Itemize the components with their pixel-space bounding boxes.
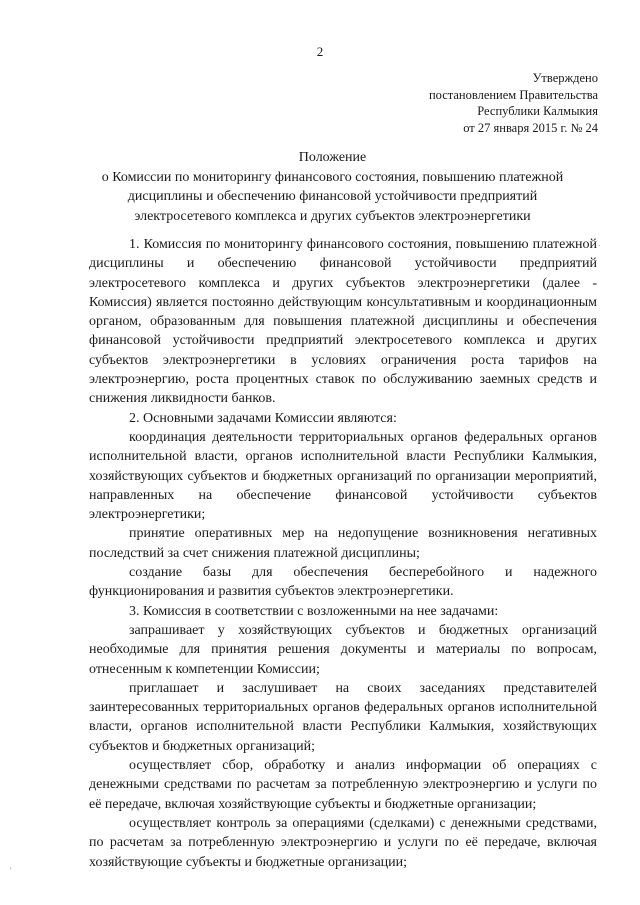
paragraph-2: 2. Основными задачами Комиссии являются: [129,410,397,426]
title-line-1: о Комиссии по мониторингу финансового состояния, повышению платежной [101,169,564,185]
scan-mark: . [598,238,601,248]
title-line-3: электросетевого комплекса и других субъектов электроэнергетики [134,208,531,224]
approval-stamp [429,70,598,136]
paragraph-10: осуществляет контроль за операциями (сделками) с денежными средствами, по расчетам за потребленную электроэнергию и услуги по её передаче, включая хозяйствующие субъекты и бюджетные организации; [89,815,597,870]
paragraph-9: осуществляет сбор, обработку и анализ информации об операциях с денежными средствами по расчетам за потребленную электроэнергию и услуги по её передаче, включая хозяйствующие субъекты и бюджетные организации; [89,758,597,812]
scan-mark: ' [10,866,12,876]
title-heading: Положение [298,150,367,165]
paragraph-6: 3. Комиссия в соответствии с возложенными на нее задачами: [129,603,499,619]
approval-line-1: Утверждено [532,71,598,85]
document-title [70,148,595,226]
paragraph-5: создание базы для обеспечения бесперебойного и надежного функционирования и развития субъектов электроэнергетики. [89,565,597,600]
paragraph-4: принятие оперативных мер на недопущение возникновения негативных последствий за счет снижения платежной дисциплины; [89,526,597,561]
paragraph-1: 1. Комиссия по мониторингу финансового состояния, повышению платежной дисциплины и обеспечению финансовой устойчивости предприятий электросетевого комплекса и других субъектов электроэнергетики (далее - Комиссия) является постоянно действующим консультативным и координационным органом, образованным для повышения платежной дисциплины и обеспечения финансовой устойчивости предприятий электросетевого комплекса и других субъектов электроэнергетики в условиях ограничения роста тарифов на электроэнергию, роста процентных ставок по обслуживанию заемных средств и снижения ликвидности банков. [89,237,597,407]
paragraph-3: координация деятельности территориальных органов федеральных органов исполнительной власти, органов исполнительной власти Республики Калмыкия, хозяйствующих субъектов и бюджетных организаций по организации мероприятий, направленных на обеспечение финансовой устойчивости субъектов электроэнергетики; [89,429,597,523]
paragraph-8: приглашает и заслушивает на своих заседаниях представителей заинтересованных территориальных органов федеральных органов исполнительной власти, органов исполнительной власти Республики Калмыкия, хозяйствующих субъектов и бюджетных организаций; [89,680,597,754]
approval-line-4: от 27 января 2015 г. № 24 [463,120,598,135]
document-body [89,235,597,872]
approval-line-3: Республики Калмыкия [477,104,598,118]
approval-line-2: постановлением Правительства [428,87,598,102]
page-number: 2 [316,44,324,59]
title-line-2: дисциплины и обеспечению финансовой устойчивости предприятий [127,189,538,204]
paragraph-7: запрашивает у хозяйствующих субъектов и бюджетных организаций необходимые для принятия решения документы и материалы по вопросам, отнесенным к компетенции Комиссии; [89,622,597,677]
